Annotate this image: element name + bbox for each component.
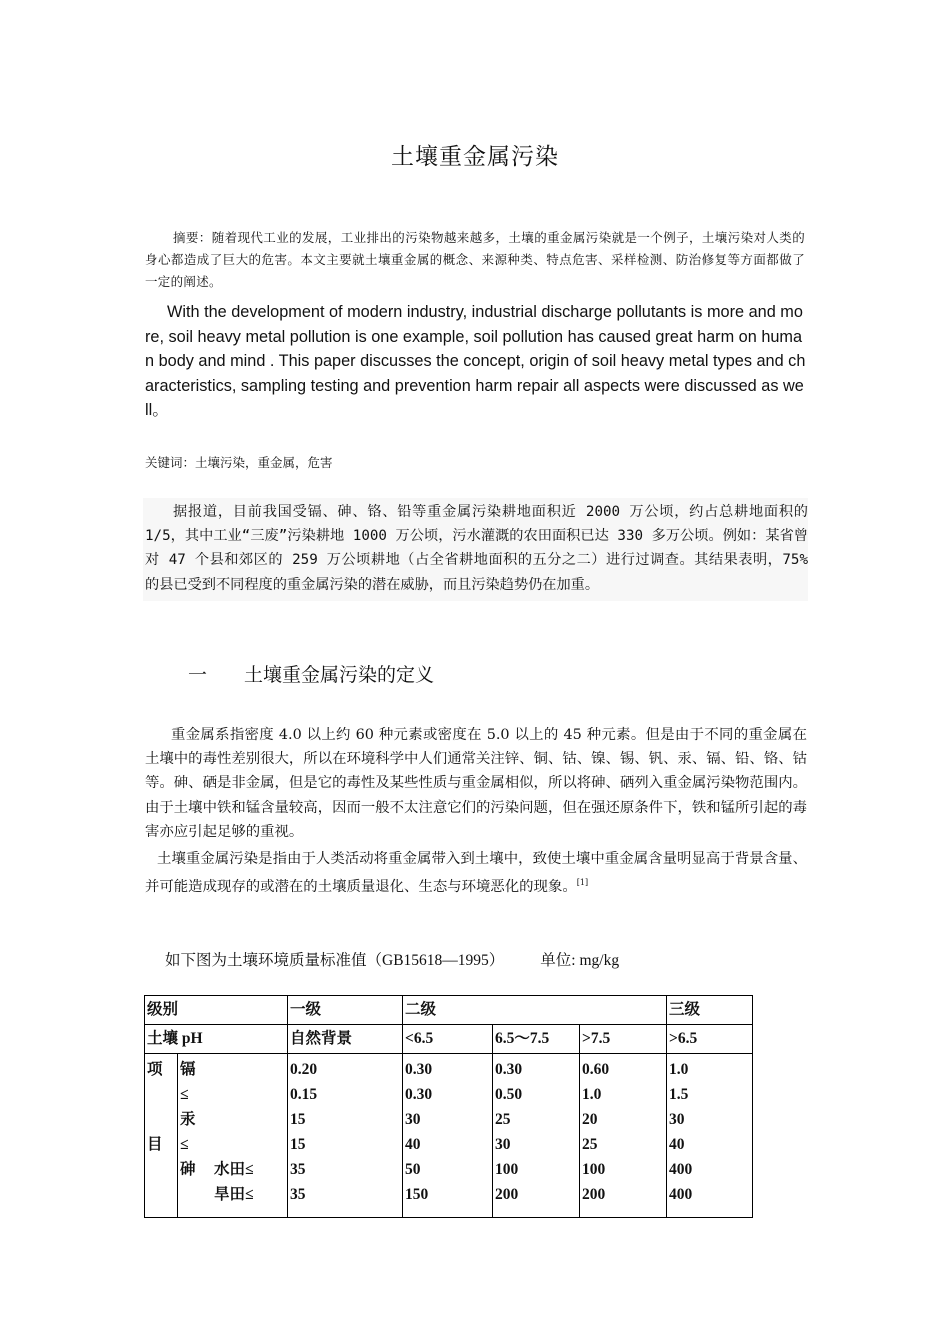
value: 100 <box>582 1161 606 1178</box>
section-title: 土壤重金属污染的定义 <box>244 664 435 686</box>
keywords: 关键词：土壤污染，重金属，危害 <box>145 455 333 470</box>
document-title: 土壤重金属污染 <box>391 144 559 170</box>
value: 0.30 <box>405 1061 433 1078</box>
table-unit: 单位: mg/kg <box>540 952 620 969</box>
cell-ph-gt75: >7.5 <box>580 1025 667 1054</box>
table-caption <box>165 948 619 970</box>
value: 50 <box>405 1161 421 1178</box>
value: 0.50 <box>495 1086 523 1103</box>
value: 150 <box>405 1186 429 1203</box>
item-sub: 旱田≤ <box>214 1186 254 1203</box>
value: 400 <box>669 1161 693 1178</box>
cell-items <box>178 1054 288 1218</box>
definition-paragraph-1: 重金属系指密度 4.0 以上约 60 种元素或密度在 5.0 以上的 45 种元素。但是由于不同的重金属在土壤中的毒性差别很大，所以在环境科学中人们通常关注锌、铜、钴、镍、锡、钒、汞、镉、铅、铬、钴等。砷、硒是非金属，但是它的毒性及某些性质与重金属相似，所以将砷、硒列入重金属污染物范围内。由于土壤中铁和锰含量较高，因而一般不太注意它们的污染问题，但在强还原条件下，铁和锰所引起的毒害亦应引起足够的重视。 <box>145 727 807 840</box>
item-name: 汞 <box>180 1111 196 1128</box>
value: 100 <box>495 1161 519 1178</box>
item-name: ≤ <box>180 1136 189 1153</box>
section-heading <box>188 660 434 687</box>
value: 0.30 <box>405 1086 433 1103</box>
value: 15 <box>290 1136 306 1153</box>
value: 25 <box>495 1111 511 1128</box>
definition-paragraph-2 <box>145 847 807 899</box>
abstract-english-first-line: With the development of modern industry, industrial discharge pollutants is more <box>167 303 745 321</box>
value: 40 <box>669 1136 685 1153</box>
cell-ph-65-75: 6.5～7.5 <box>493 1025 580 1054</box>
table-row-items <box>145 1054 753 1218</box>
value: 0.60 <box>582 1061 610 1078</box>
cell-grade-1: 一级 <box>288 996 403 1025</box>
value: 1.0 <box>582 1086 602 1103</box>
side-label-top: 项 <box>147 1061 163 1078</box>
cell-ph-gt65: >6.5 <box>667 1025 753 1054</box>
cell-grade-label: 级别 <box>145 996 288 1025</box>
definition-paragraph-2-text: 土壤重金属污染是指由于人类活动将重金属带入到土壤中，致使土壤中重金属含量明显高于背景含量、并可能造成现存的或潜在的土壤质量退化、生态与环境恶化的现象。 <box>145 851 807 896</box>
cell-col-grade1 <box>288 1054 403 1218</box>
table-row-grade <box>145 996 753 1025</box>
value: 0.20 <box>290 1061 318 1078</box>
value: 1.0 <box>669 1061 689 1078</box>
value: 25 <box>582 1136 598 1153</box>
value: 0.15 <box>290 1086 318 1103</box>
value: 20 <box>582 1111 598 1128</box>
citation-ref: [1] <box>576 878 589 888</box>
cell-col-gt75 <box>580 1054 667 1218</box>
section-number: 一 <box>188 664 208 686</box>
item-name: ≤ <box>180 1086 189 1103</box>
item-sub: 水田≤ <box>214 1161 254 1178</box>
value: 400 <box>669 1186 693 1203</box>
cell-col-grade3 <box>667 1054 753 1218</box>
side-label-bottom: 目 <box>147 1136 163 1153</box>
cell-grade-3: 三级 <box>667 996 753 1025</box>
cell-ph-label: 土壤 pH <box>145 1025 288 1054</box>
table-caption-text: 如下图为土壤环境质量标准值（GB15618—1995） <box>165 952 505 969</box>
abstract-english-rest: and more, soil heavy metal pollution is one example, soil pollution has caused great harm on human body and mind . This paper discusses the concept, origin of soil heavy metal types and characteristics, sampling testing and prevention harm repair all aspects were discussed as well。 <box>145 303 806 419</box>
value: 15 <box>290 1111 306 1128</box>
cell-grade-2: 二级 <box>403 996 667 1025</box>
news-paragraph: 据报道，目前我国受镉、砷、铬、铅等重金属污染耕地面积近 2000 万公顷，约占总耕地面积的 1/5，其中工业“三废”污染耕地 1000 万公顷，污水灌溉的农田面积已达 330 多万公顷。例如：某省曾对 47 个县和郊区的 259 万公顷耕地（占全省耕地面积的五分之二）进行过调查。其结果表明，75% 的县已受到不同程度的重金属污染的潜在威胁，而且污染趋势仍在加重。 <box>143 498 808 601</box>
item-name: 镉 <box>180 1061 196 1078</box>
soil-standard-table <box>144 995 753 1218</box>
value: 40 <box>405 1136 421 1153</box>
value: 35 <box>290 1186 306 1203</box>
abstract-english <box>145 300 807 423</box>
value: 200 <box>582 1186 606 1203</box>
value: 200 <box>495 1186 519 1203</box>
cell-ph-natural: 自然背景 <box>288 1025 403 1054</box>
value: 35 <box>290 1161 306 1178</box>
value: 30 <box>405 1111 421 1128</box>
cell-ph-lt65: <6.5 <box>403 1025 493 1054</box>
item-name <box>180 1182 214 1207</box>
table-row-ph <box>145 1025 753 1054</box>
value: 30 <box>495 1136 511 1153</box>
cell-col-lt65 <box>403 1054 493 1218</box>
value: 30 <box>669 1111 685 1128</box>
value: 0.30 <box>495 1061 523 1078</box>
value: 1.5 <box>669 1086 689 1103</box>
abstract-chinese: 摘要：随着现代工业的发展，工业排出的污染物越来越多，土壤的重金属污染就是一个例子，土壤污染对人类的身心都造成了巨大的危害。本文主要就土壤重金属的概念、来源种类、特点危害、采样检测、防治修复等方面都做了一定的阐述。 <box>145 230 805 289</box>
cell-side-label <box>145 1054 178 1218</box>
cell-col-65-75 <box>493 1054 580 1218</box>
item-name: 砷 <box>180 1161 196 1178</box>
